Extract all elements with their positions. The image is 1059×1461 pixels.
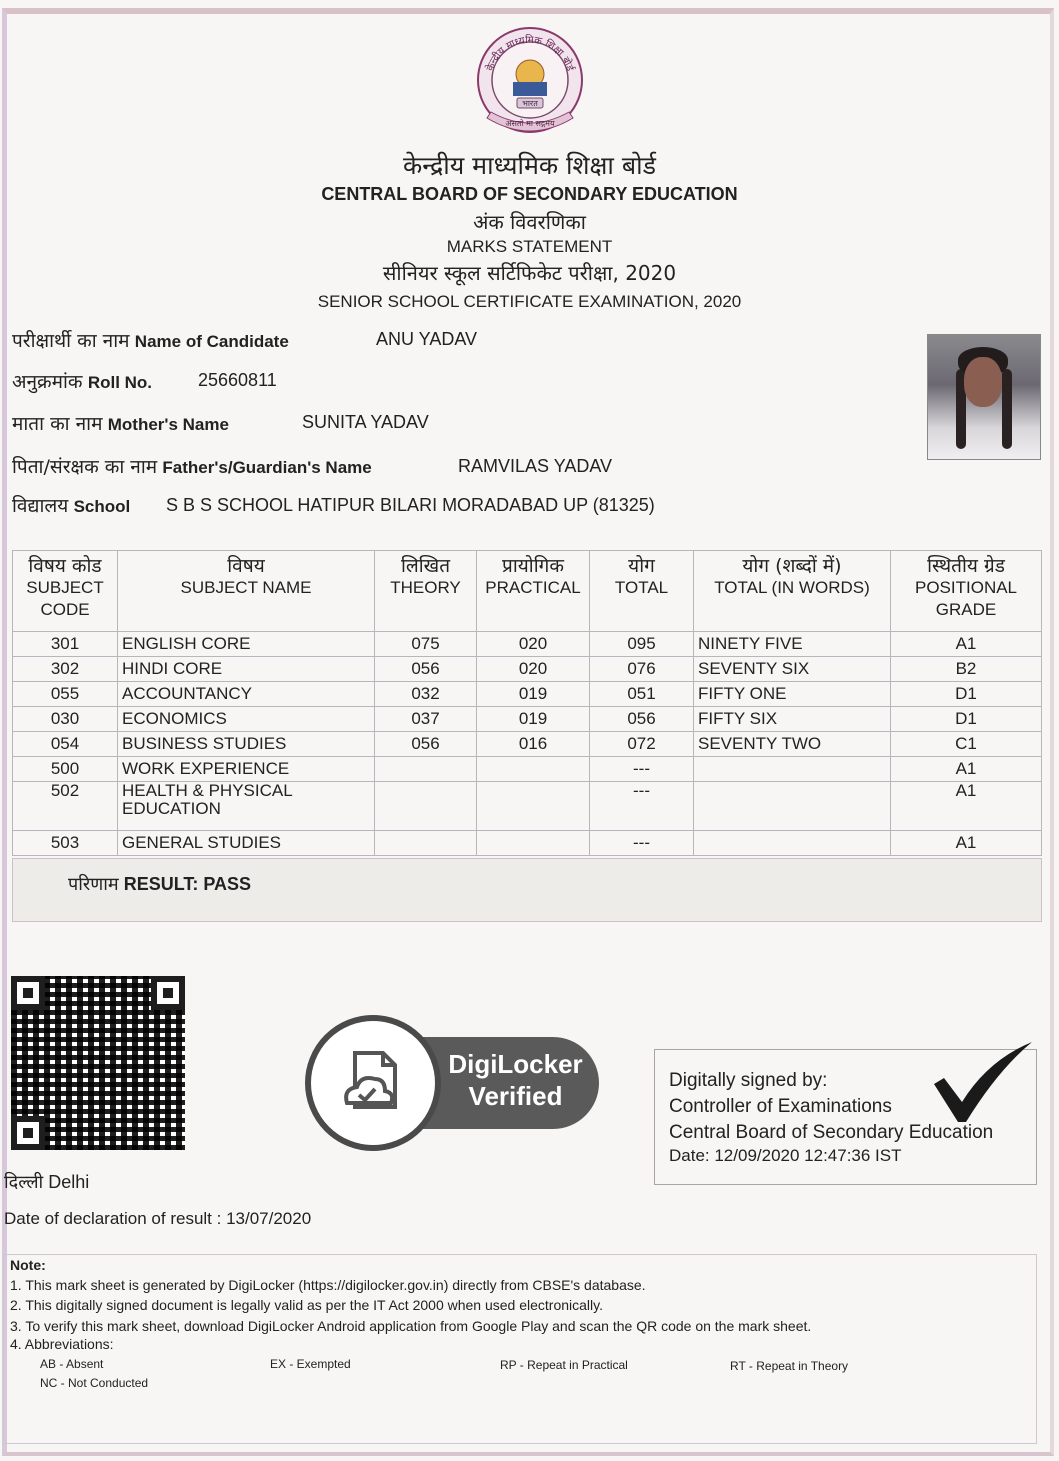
checkmark-icon — [928, 1040, 1038, 1124]
cell-theory — [375, 757, 477, 782]
cell-grade: B2 — [891, 657, 1042, 682]
marks-table — [12, 550, 1042, 856]
cell-code: 500 — [13, 757, 118, 782]
candidate-name: ANU YADAV — [376, 329, 478, 349]
digilocker-verified-badge — [305, 1015, 599, 1151]
exam-name-hindi: सीनियर स्कूल सर्टिफिकेट परीक्षा, 2020 — [382, 261, 677, 285]
cell-subject: WORK EXPERIENCE — [118, 757, 375, 782]
cell-theory: 056 — [375, 657, 477, 682]
table-row — [13, 632, 1042, 657]
table-row — [13, 782, 1042, 831]
cell-theory — [375, 782, 477, 831]
cell-grade: A1 — [891, 831, 1042, 856]
cell-code: 054 — [13, 732, 118, 757]
declaration-date: Date of declaration of result : 13/07/2020 — [4, 1209, 312, 1228]
cell-words — [694, 782, 891, 831]
cell-subject: HEALTH & PHYSICAL EDUCATION — [118, 782, 375, 831]
cell-subject: BUSINESS STUDIES — [118, 732, 375, 757]
cell-total: --- — [590, 757, 694, 782]
notes-title: Note: — [10, 1257, 46, 1273]
cell-total: 056 — [590, 707, 694, 732]
table-row — [13, 831, 1042, 856]
abbreviation: EX - Exempted — [270, 1357, 351, 1371]
emblem-top-text: केन्द्रीय माध्यमिक शिक्षा बोर्ड — [484, 34, 576, 73]
cell-practical: 016 — [477, 732, 590, 757]
header-total: योग TOTAL — [590, 551, 694, 632]
cell-code: 030 — [13, 707, 118, 732]
candidate-photo — [927, 334, 1041, 460]
header-theory: लिखित THEORY — [375, 551, 477, 632]
board-name-hindi: केन्द्रीय माध्यमिक शिक्षा बोर्ड — [403, 151, 656, 180]
cell-subject: HINDI CORE — [118, 657, 375, 682]
note-item: 2. This digitally signed document is legally valid as per the IT Act 2000 when used electronically. — [10, 1297, 603, 1313]
cell-words: NINETY FIVE — [694, 632, 891, 657]
result-label: परिणाम RESULT: PASS — [68, 874, 252, 895]
cell-code: 055 — [13, 682, 118, 707]
cell-words: SEVENTY TWO — [694, 732, 891, 757]
table-row — [13, 682, 1042, 707]
note-item: 3. To verify this mark sheet, download DigiLocker Android application from Google Play and scan the QR code on the mark sheet. — [10, 1318, 812, 1334]
mother-name-label: माता का नाम Mother's Name — [12, 413, 229, 435]
note-item: 1. This mark sheet is generated by DigiLocker (https://digilocker.gov.in) directly from CBSE's database. — [10, 1277, 646, 1293]
table-row — [13, 732, 1042, 757]
abbreviation: RT - Repeat in Theory — [730, 1359, 849, 1373]
cell-words — [694, 757, 891, 782]
cell-subject: ACCOUNTANCY — [118, 682, 375, 707]
emblem-motto: असतो मा सद्गमय — [505, 119, 555, 128]
abbreviation: NC - Not Conducted — [40, 1376, 149, 1390]
table-row — [13, 707, 1042, 732]
digilocker-label: DigiLocker — [448, 1049, 583, 1079]
cell-practical — [477, 757, 590, 782]
board-name-english: CENTRAL BOARD OF SECONDARY EDUCATION — [321, 184, 738, 204]
header-total-in-words: योग (शब्दों में) TOTAL (IN WORDS) — [694, 551, 891, 632]
cell-subject: GENERAL STUDIES — [118, 831, 375, 856]
cell-total: 051 — [590, 682, 694, 707]
cell-practical — [477, 782, 590, 831]
father-name: RAMVILAS YADAV — [458, 456, 613, 476]
abbreviation: RP - Repeat in Practical — [500, 1358, 628, 1372]
emblem-center-text: भारत — [522, 99, 538, 108]
signature-date: Date: 12/09/2020 12:47:36 IST — [669, 1146, 902, 1165]
exam-name-english: SENIOR SCHOOL CERTIFICATE EXAMINATION, 2020 — [317, 292, 742, 311]
cell-words: SEVENTY SIX — [694, 657, 891, 682]
doc-title-english: MARKS STATEMENT — [446, 237, 613, 256]
cell-code: 302 — [13, 657, 118, 682]
place: दिल्ली Delhi — [4, 1172, 90, 1193]
cell-total: 072 — [590, 732, 694, 757]
cell-grade: C1 — [891, 732, 1042, 757]
cell-total: --- — [590, 831, 694, 856]
father-name-label: पिता/संरक्षक का नाम Father's/Guardian's Name — [12, 456, 372, 478]
cell-practical: 019 — [477, 682, 590, 707]
cell-code: 503 — [13, 831, 118, 856]
roll-no: 25660811 — [198, 370, 277, 390]
signer-organization: Central Board of Secondary Education — [669, 1122, 994, 1143]
verified-label: Verified — [468, 1081, 563, 1111]
cell-grade: A1 — [891, 757, 1042, 782]
header-practical: प्रायोगिक PRACTICAL — [477, 551, 590, 632]
cell-practical: 020 — [477, 657, 590, 682]
cell-total: 095 — [590, 632, 694, 657]
abbreviation: AB - Absent — [40, 1357, 104, 1371]
header-subject-code: विषय कोड SUBJECT CODE — [13, 551, 118, 632]
cell-subject: ECONOMICS — [118, 707, 375, 732]
cell-theory — [375, 831, 477, 856]
header-subject-name: विषय SUBJECT NAME — [118, 551, 375, 632]
cell-grade: A1 — [891, 782, 1042, 831]
school-name: S B S SCHOOL HATIPUR BILARI MORADABAD UP (81325) — [166, 495, 655, 515]
cell-theory: 037 — [375, 707, 477, 732]
cell-total: --- — [590, 782, 694, 831]
cell-code: 502 — [13, 782, 118, 831]
document-cloud-icon — [333, 1043, 413, 1123]
table-row — [13, 757, 1042, 782]
cell-practical: 019 — [477, 707, 590, 732]
table-row — [13, 657, 1042, 682]
cell-words: FIFTY SIX — [694, 707, 891, 732]
cell-words — [694, 831, 891, 856]
cell-theory: 056 — [375, 732, 477, 757]
table-header-row — [13, 551, 1042, 632]
mother-name: SUNITA YADAV — [302, 412, 429, 432]
cell-total: 076 — [590, 657, 694, 682]
candidate-name-label: परीक्षार्थी का नाम Name of Candidate — [12, 330, 289, 352]
cell-subject: ENGLISH CORE — [118, 632, 375, 657]
cbse-emblem-icon — [473, 22, 587, 142]
cell-words: FIFTY ONE — [694, 682, 891, 707]
cell-practical — [477, 831, 590, 856]
roll-no-label: अनुक्रमांक Roll No. — [12, 371, 153, 393]
qr-code[interactable] — [11, 976, 185, 1150]
signer-title: Controller of Examinations — [669, 1096, 892, 1117]
school-label: विद्यालय School — [12, 495, 131, 517]
cell-theory: 032 — [375, 682, 477, 707]
cell-code: 301 — [13, 632, 118, 657]
cell-practical: 020 — [477, 632, 590, 657]
cell-grade: D1 — [891, 682, 1042, 707]
note-item: 4. Abbreviations: — [10, 1336, 114, 1352]
header-positional-grade: स्थितीय ग्रेड POSITIONAL GRADE — [891, 551, 1042, 632]
doc-title-hindi: अंक विवरणिका — [473, 210, 586, 234]
cell-grade: D1 — [891, 707, 1042, 732]
signed-by-label: Digitally signed by: — [669, 1070, 828, 1091]
cell-theory: 075 — [375, 632, 477, 657]
cell-grade: A1 — [891, 632, 1042, 657]
